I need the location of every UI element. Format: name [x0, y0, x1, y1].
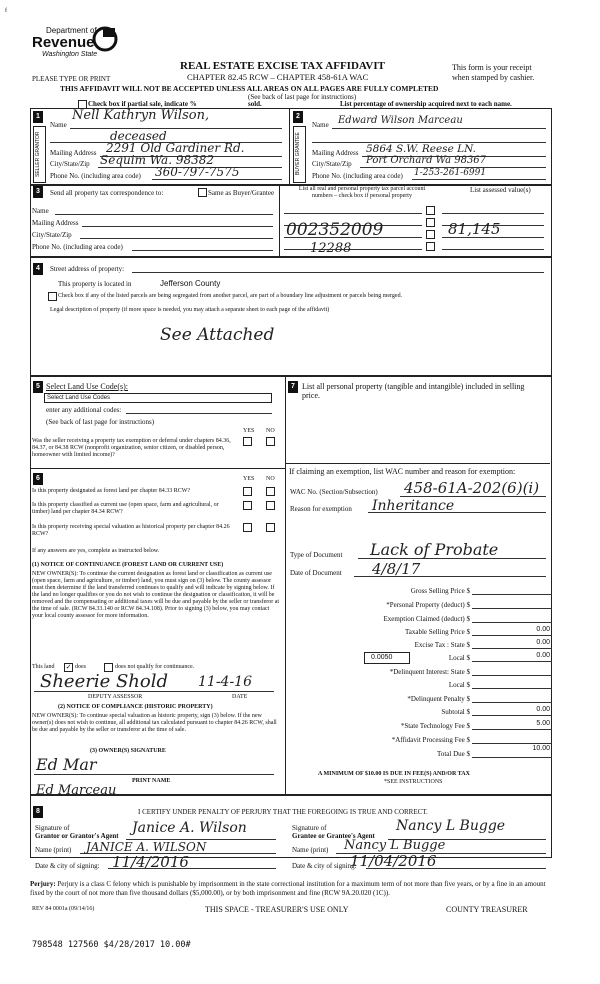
taxable-price-value[interactable]: 0.00 — [536, 626, 550, 633]
historical-yes-checkbox[interactable] — [243, 523, 252, 532]
exemption-claim-label: If claiming an exemption, list WAC number and reason for exemption: — [289, 467, 516, 476]
section-2-number: 2 — [293, 111, 303, 123]
personal-property-deduct-label: *Personal Property (deduct) $ — [386, 601, 470, 609]
personal-prop-checkbox-4[interactable] — [426, 242, 435, 251]
seller-city-label: City/State/Zip — [50, 160, 90, 168]
does-label: does — [75, 664, 86, 670]
buyer-city-label: City/State/Zip — [312, 160, 352, 168]
grantee-sig-label-2: Grantee or Grantee's Agent — [292, 832, 375, 840]
s3-name-label: Name — [32, 207, 49, 215]
document-date-value[interactable]: 4/8/17 — [372, 560, 421, 578]
grantor-date[interactable]: 11/4/2016 — [112, 853, 189, 871]
local-rate-value: 0.0050 — [371, 654, 393, 661]
deputy-assessor-label: DEPUTY ASSESSOR — [88, 694, 143, 700]
grantor-print-label: Name (print) — [35, 846, 72, 854]
buyer-city[interactable]: Port Orchard Wa 98367 — [366, 155, 487, 166]
assessed-value-1[interactable]: 81,145 — [448, 220, 501, 238]
please-type: PLEASE TYPE OR PRINT — [32, 75, 111, 83]
buyer-mailing[interactable]: 5864 S.W. Reese LN. — [366, 143, 476, 155]
section-7-number: 7 — [288, 381, 298, 393]
document-type-value[interactable]: Lack of Probate — [370, 540, 499, 559]
s3-mailing-label: Mailing Address — [32, 219, 79, 227]
cashier-stamp: 798548 127560 $4/28/2017 10.00# — [32, 940, 191, 950]
certify-statement: I CERTIFY UNDER PENALTY OF PERJURY THAT THE FOREGOING IS TRUE AND CORRECT. — [138, 808, 428, 816]
owner-signature[interactable]: Ed Mar — [36, 755, 97, 774]
send-to-label: Send all property tax correspondence to: — [50, 189, 164, 197]
legal-description-value[interactable]: See Attached — [160, 325, 275, 345]
subtotal-label: Subtotal $ — [441, 708, 470, 716]
same-as-buyer-label: Same as Buyer/Grantee — [208, 189, 275, 197]
total-due-value[interactable]: 10.00 — [532, 745, 550, 752]
delinquent-penalty-label: *Delinquent Penalty $ — [407, 695, 470, 703]
taxable-price-label: Taxable Selling Price $ — [404, 628, 470, 636]
ownership-pct-label: List percentage of ownership acquired next to each name. — [340, 100, 512, 108]
grantee-sig-label-1: Signature of — [292, 824, 327, 832]
if-yes-label: If any answers are yes, complete as instructed below. — [32, 548, 160, 554]
dept-title: Revenue — [32, 34, 95, 51]
parcel-header-1: List all real and personal property tax parcel account — [298, 186, 426, 192]
grantee-date[interactable]: 11/04/2016 — [350, 852, 437, 870]
reason-label: Reason for exemption — [290, 505, 352, 513]
owner-print-name[interactable]: Ed Marceau — [36, 783, 117, 798]
gross-price-label: Gross Selling Price $ — [410, 587, 470, 595]
seller-name[interactable]: Nell Kathryn Wilson, — [72, 108, 210, 123]
land-use-select-text: Select Land Use Codes — [47, 395, 111, 401]
parcel-header-2: numbers – check box if personal property — [312, 193, 412, 199]
exemption-yes-checkbox[interactable] — [243, 437, 252, 446]
personal-prop-checkbox-2[interactable] — [426, 218, 435, 227]
corner-mark: f — [5, 8, 7, 14]
same-as-buyer-checkbox[interactable] — [198, 188, 207, 197]
legal-description-label: Legal description of property (if more space is needed, you may attach a separate sheet to each page of the affidavit) — [50, 307, 330, 313]
delinquent-state-label: *Delinquent Interest: State $ — [389, 668, 470, 676]
perjury-text: Perjury is a class C felony which is punishable by imprisonment in the state correctional institution for a maximum term of not more than five years, or by a fine in an amount fixed by the court of not more than five thousand dollars ($5,000.00), or by both imprisonment and fine (RCW 9A.20.020 (1C)). — [30, 880, 546, 897]
receipt-note-2: when stamped by cashier. — [452, 73, 535, 82]
seller-phone[interactable]: 360-797-7575 — [155, 165, 240, 179]
historical-question: Is this property receiving special valuation as historical property per chapter 84.26 RCW? — [32, 524, 230, 537]
perjury-label: Perjury: — [30, 880, 56, 888]
current-use-yes-checkbox[interactable] — [243, 501, 252, 510]
section-4-number: 4 — [33, 263, 43, 275]
grantor-signature[interactable]: Janice A. Wilson — [132, 820, 247, 836]
wac-label: WAC No. (Section/Subsection) — [290, 488, 378, 496]
additional-codes-label: enter any additional codes: — [46, 406, 122, 414]
notice-continuance-title: (1) NOTICE OF CONTINUANCE (FOREST LAND OR CURRENT USE) — [32, 562, 224, 568]
technology-fee-label: *State Technology Fee $ — [400, 722, 470, 730]
sold-label: sold. — [248, 100, 262, 108]
excise-state-value[interactable]: 0.00 — [536, 639, 550, 646]
does-qualify-checkbox[interactable]: ✓ — [65, 663, 72, 671]
grantee-signature[interactable]: Nancy L Bugge — [396, 818, 506, 834]
excise-state-label: Excise Tax : State $ — [414, 641, 470, 649]
grantee-date-label: Date & city of signing: — [292, 862, 357, 870]
buyer-mailing-label: Mailing Address — [312, 149, 359, 157]
see-back: (See back of last page for instructions) — [248, 93, 357, 101]
print-name-label: PRINT NAME — [132, 778, 171, 784]
owner-signature-title: (3) OWNER(S) SIGNATURE — [90, 748, 166, 754]
assessor-date-label: DATE — [232, 694, 248, 700]
form-title: REAL ESTATE EXCISE TAX AFFIDAVIT — [180, 60, 385, 72]
assessor-date[interactable]: 11-4-16 — [198, 674, 252, 690]
affidavit-fee-label: *Affidavit Processing Fee $ — [391, 736, 470, 744]
land-use-select[interactable] — [44, 393, 272, 403]
forest-land-question: Is this property designated as forest land per chapter 84.33 RCW? — [32, 488, 191, 494]
personal-prop-checkbox-3[interactable] — [426, 230, 435, 239]
s6-no-label: NO — [266, 476, 275, 482]
street-address-label: Street address of property: — [50, 265, 125, 273]
buyer-name-label: Name — [312, 121, 329, 129]
grantor-print-name[interactable]: JANICE A. WILSON — [86, 840, 207, 854]
notice-compliance-title: (2) NOTICE OF COMPLIANCE (HISTORIC PROPERTY) — [58, 704, 213, 710]
personal-prop-checkbox-1[interactable] — [426, 206, 435, 215]
local-rate-box[interactable] — [364, 652, 410, 664]
forest-yes-checkbox[interactable] — [243, 487, 252, 496]
personal-property-label: List all personal property (tangible and intangible) included in selling price. — [302, 382, 525, 400]
seller-mailing-label: Mailing Address — [50, 149, 97, 157]
forest-no-checkbox[interactable] — [266, 487, 275, 496]
county-value[interactable]: Jefferson County — [160, 279, 221, 288]
see-instructions-note: *SEE INSTRUCTIONS — [384, 779, 443, 785]
grantor-sig-label-2: Grantor or Grantor's Agent — [35, 832, 119, 840]
exemption-no-checkbox[interactable] — [266, 437, 275, 446]
grantor-date-label: Date & city of signing: — [35, 862, 100, 870]
section-1-number: 1 — [33, 111, 43, 123]
segregated-checkbox[interactable] — [48, 292, 57, 301]
buyer-name[interactable]: Edward Wilson Marceau — [338, 115, 463, 126]
form-revision: REV 84 0001a (09/14/16) — [32, 906, 95, 912]
reason-value[interactable]: Inheritance — [372, 498, 455, 514]
notice-compliance-body: NEW OWNER(S): To continue special valuation as historic property, sign (3) below. If the new owner(s) does not wish to continue, all additional tax calculated pursuant to chapter 84.26 RCW, shall be due and payable by the seller or transferor at the time of sale. — [32, 713, 277, 733]
located-in-label: This property is located in — [58, 280, 132, 288]
local-tax-label: Local $ — [448, 654, 470, 662]
total-due-label: Total Due $ — [437, 750, 470, 758]
buyer-phone[interactable]: 1-253-261-6991 — [414, 168, 487, 178]
buyer-side-label: BUYER GRANTEE — [295, 132, 301, 176]
section-5-number: 5 — [33, 381, 43, 393]
current-use-no-checkbox[interactable] — [266, 501, 275, 510]
document-type-label: Type of Document — [290, 551, 343, 559]
county-treasurer-label: COUNTY TREASURER — [446, 905, 528, 914]
local-tax-value[interactable]: 0.00 — [536, 652, 550, 659]
seller-city[interactable]: Sequim Wa. 98382 — [100, 153, 215, 167]
assessed-header: List assessed value(s) — [470, 186, 531, 194]
does-not-label: does not qualify for continuance. — [115, 664, 195, 670]
parcel-number-2[interactable]: 12288 — [310, 241, 352, 256]
seller-name-label: Name — [50, 121, 67, 129]
section-6-number: 6 — [33, 473, 43, 485]
perjury-notice — [30, 880, 550, 898]
delinquent-local-label: Local $ — [448, 681, 470, 689]
document-date-label: Date of Document — [290, 569, 342, 577]
s5-see-back: (See back of last page for instructions) — [46, 418, 155, 426]
warning-text: THIS AFFIDAVIT WILL NOT BE ACCEPTED UNLESS ALL AREAS ON ALL PAGES ARE FULLY COMPLETED — [60, 84, 439, 93]
exemption-deduct-label: Exemption Claimed (deduct) $ — [383, 615, 470, 623]
grantor-sig-label-1: Signature of — [35, 824, 70, 832]
s6-yes-label: YES — [243, 476, 255, 482]
historical-no-checkbox[interactable] — [266, 523, 275, 532]
s5-yes-label: YES — [243, 428, 255, 434]
dept-label: Department of — [46, 26, 97, 35]
grantee-print-name[interactable]: Nancy L Bugge — [344, 838, 446, 853]
land-use-label: Select Land Use Code(s): — [46, 382, 128, 391]
notice-continuance-body: NEW OWNER(S): To continue the current designation as forest land or classification as current use (open space, farm and agriculture, or timber) land, you must sign on (3) below. The county assessor must then determine if the land transferred continues to qualify and will indicate by signing below. If the land no longer qualifies or you do not wish to continue the designation or classification, it will be removed and the compensating or additional taxes will be due and payable by the seller or transferor at the time of sale. (RCW 84.33.140 or RCW 84.34.108). Prior to signing (3) below, you may contact your local county assessor for more information. — [32, 571, 280, 619]
assessor-signature[interactable]: Sheerie Shold — [40, 671, 169, 692]
s3-phone-label: Phone No. (including area code) — [32, 243, 123, 251]
seller-name-deceased[interactable]: deceased — [110, 129, 167, 143]
buyer-phone-label: Phone No. (including area code) — [312, 172, 403, 180]
this-land-label: This land — [32, 664, 55, 670]
segregated-label: Check box if any of the listed parcels are being segregated from another parcel, are part of a boundary line adjustment or parcels being merged. — [58, 293, 403, 299]
partial-sale-label: Check box if partial sale, indicate % — [88, 100, 197, 108]
section-8-number: 8 — [33, 806, 43, 818]
section-4-box — [30, 256, 552, 376]
minimum-due-note: A MINIMUM OF $10.00 IS DUE IN FEE(S) AND/OR TAX — [318, 771, 470, 777]
seller-mailing[interactable]: 2291 Old Gardiner Rd. — [106, 141, 245, 155]
section-3-number: 3 — [33, 186, 43, 198]
s3-city-label: City/State/Zip — [32, 231, 72, 239]
seller-phone-label: Phone No. (including area code) — [50, 172, 141, 180]
subtotal-value[interactable]: 0.00 — [536, 706, 550, 713]
technology-fee-value[interactable]: 5.00 — [536, 720, 550, 727]
dept-state: Washington State — [42, 51, 98, 58]
treasurer-space-label: THIS SPACE - TREASURER'S USE ONLY — [205, 905, 349, 914]
seller-side-label: SELLER GRANTOR — [35, 131, 41, 177]
exemption-question: Was the seller receiving a property tax exemption or deferral under chapters 84.36, 84.37, or 84.38 RCW (nonprofit organization, senior citizen, or disabled person, homeowner with limited income)? — [32, 438, 231, 458]
parcel-number-1[interactable]: 002352009 — [286, 220, 384, 240]
grantee-print-label: Name (print) — [292, 846, 329, 854]
s5-no-label: NO — [266, 428, 275, 434]
receipt-note-1: This form is your receipt — [452, 63, 532, 72]
current-use-question: Is this property classified as current use (open space, farm and agricultural, or timber) land per chapter 84.34 RCW? — [32, 502, 219, 515]
wac-value[interactable]: 458-61A-202(6)(i) — [404, 479, 540, 497]
form-chapter: CHAPTER 82.45 RCW – CHAPTER 458-61A WAC — [187, 72, 369, 82]
